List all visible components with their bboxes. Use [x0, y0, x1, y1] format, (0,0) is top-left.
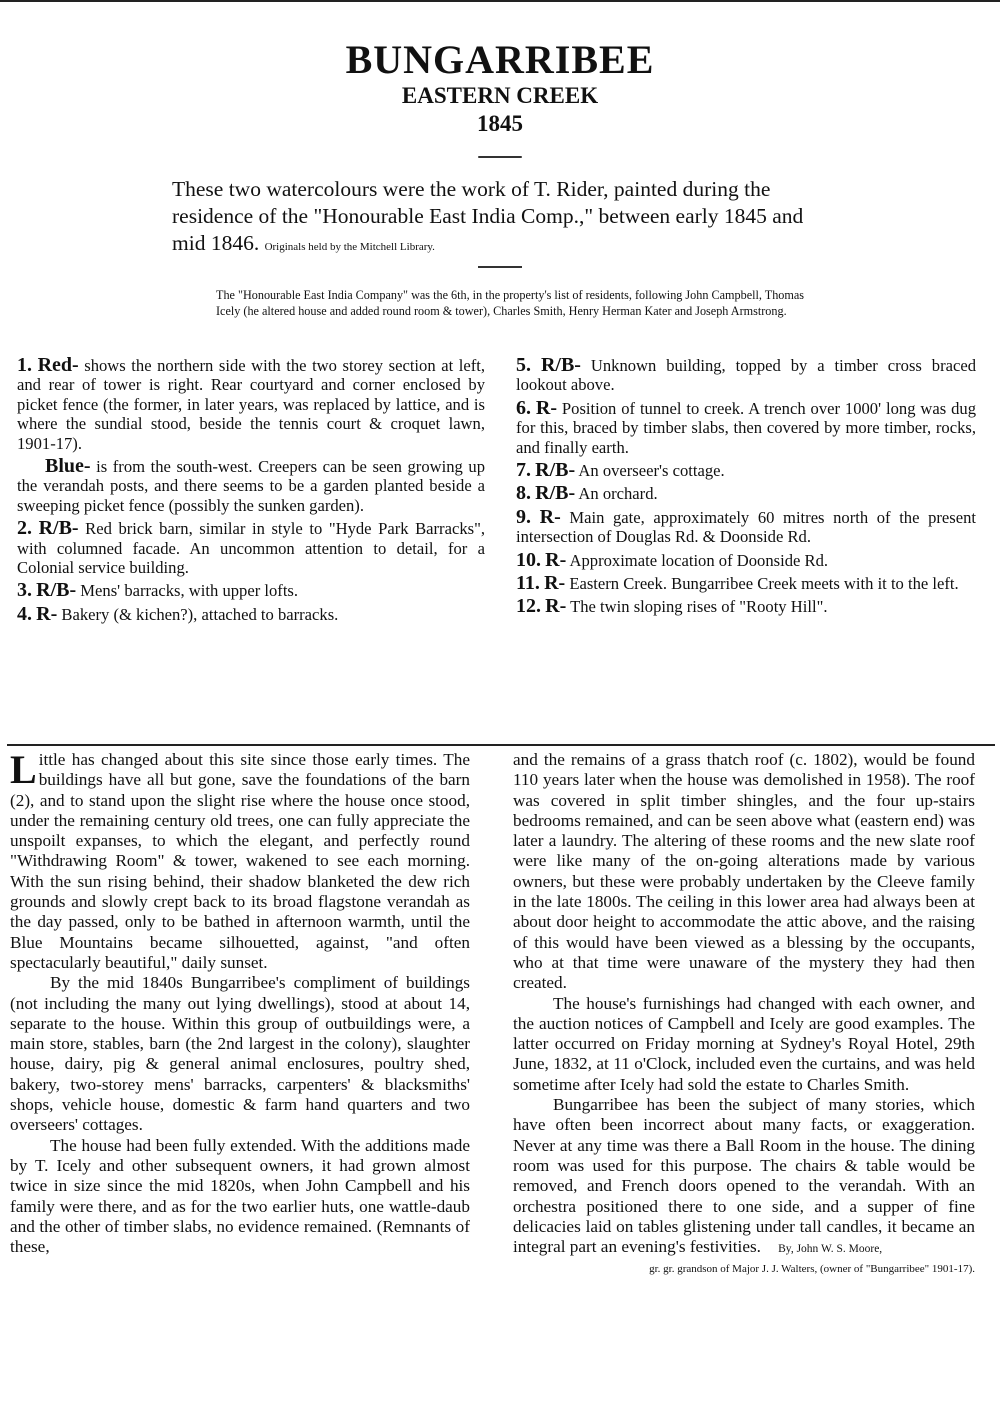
legend-item: 8. R/B- An orchard.	[516, 482, 658, 505]
intro-source-note: Originals held by the Mitchell Library.	[264, 241, 435, 253]
article-paragraph: The house had been fully extended. With the additions made by T. Icely and other subsequent owners, it had grown almost twice in size since the mid 1820s, when John Campbell and his family were there, and as for the two earlier huts, one wattle-daub and the other of timber slabs, no evidence remained. (Remnants of these,	[10, 1135, 470, 1257]
ornament-divider	[478, 156, 522, 158]
legend-item: 1. Red- shows the northern side with the two storey section at left, and rear of tower is right. Rear courtyard and corner enclosed by picket fence (the former, in later years, was replaced by lattice, and is where the sundial stood, beside the tennis court & croquet lawn, 1901-17).	[17, 354, 485, 453]
legend-item: 4. R- Bakery (& kichen?), attached to barracks.	[17, 602, 339, 625]
legend-item: 5. R/B- Unknown building, topped by a timber cross braced lookout above.	[516, 354, 977, 395]
legend-item: 11. R- Eastern Creek. Bungarribee Creek meets with it to the left.	[516, 572, 959, 595]
page-header	[0, 38, 1000, 158]
article-paragraph: By the mid 1840s Bungarribee's compliment of buildings (not including the many out lying dwellings), stood at about 14, separate to the house. Within this group of outbuildings were, a main store, stables, barn (the 2nd largest in the colony), slaughter house, dairy, pig & general animal enclosures, poultry shed, bakery, two-storey mens' barracks, carpenters' & blacksmiths' shops, vehicle house, domestic & farm hand quarters and two overseers' cottages.	[10, 973, 470, 1135]
legend-item: 7. R/B- An overseer's cottage.	[516, 459, 725, 482]
section-divider	[7, 744, 995, 746]
drop-cap: L	[10, 747, 37, 792]
legend-item: 10. R- Approximate location of Doonside Rd.	[516, 548, 829, 571]
legend-item: 3. R/B- Mens' barracks, with upper lofts.	[17, 579, 299, 602]
article-column-left	[10, 747, 470, 1257]
page-title: BUNGARRIBEE	[345, 37, 655, 82]
author-lineage: gr. gr. grandson of Major J. J. Walters, (owner of "Bungarribee" 1901-17).	[649, 1263, 975, 1276]
article-column-right	[513, 750, 975, 1280]
author-byline: By, John W. S. Moore,	[778, 1243, 883, 1256]
page-year: 1845	[477, 111, 523, 136]
article-paragraph: The house's furnishings had changed with each owner, and the auction notices of Campbell and Icely are good examples. The latter occurred on Friday morning at Sydney's Royal Hotel, 29th June, 1832, at 11 o'Clock, included even the curtains, and was held sometime after Icely had sold the estate to Charles Smith.	[513, 993, 975, 1094]
article-paragraph: Little has changed about this site since those early times. The buildings have all but gone, save the foundations of the barn (2), and to stand upon the slight rise where the house once stood, under the remaining century old trees, one can fully appreciate the unspoilt expanses, to which the elegant, and perfectly round "Withdrawing Room" & tower, wakened to see each morning. With the sun rising behind, their shadow blanketed the dew rich grounds and slowly crept back to its broad flagstone verandah as the day passed, only to be bathed in afternoon warmth, until the Blue Mountains became silhouetted, against, "and often spectacularly beautiful," daily sunset.	[10, 747, 470, 972]
residents-note: The "Honourable East India Company" was the 6th, in the property's list of residents, following John Campbell, Thomas Icely (he altered house and added round room & tower), Charles Smith, Henry Herman Kater and Joseph Armstrong.	[216, 288, 805, 318]
legend-list-left	[17, 356, 485, 628]
legend-item: 9. R- Main gate, approximately 60 mitres north of the present intersection of Douglas Rd. & Doonside Rd.	[516, 505, 976, 547]
ornament-divider-2	[478, 266, 522, 268]
legend-list-right	[516, 356, 976, 621]
legend-item: Blue- is from the south-west. Creepers can be seen growing up the verandah posts, and there seems to be a garden planted beside a sweeping picket fence (possibly the sunken garden).	[17, 455, 485, 515]
top-rule	[0, 0, 1000, 2]
intro-paragraph	[172, 176, 832, 261]
legend-item: 12. R- The twin sloping rises of "Rooty Hill".	[516, 595, 828, 618]
legend-item: 2. R/B- Red brick barn, similar in style to "Hyde Park Barracks", with columned facade. An uncommon attention to detail, for a Colonial service building.	[17, 517, 485, 578]
article-paragraph: and the remains of a grass thatch roof (c. 1802), would be found 110 years later when the house was demolished in 1958). The roof was covered in split timber shingles, and the four up-stairs bedrooms remained, and can be seen above what (eastern end) was later a laundry. The altering of these rooms and the new slate roof were like many of the on-going alterations made by various owners, but these were probably undertaken by the Cleeve family in the late 1800s. The ceiling in this lower area had always been at about door height to accommodate the attic above, and the raising of this would have been viewed as a blessing by the occupants, who at that time were unaware of the mystery they had then created.	[513, 750, 975, 993]
intro-text: These two watercolours were the work of T. Rider, painted during the residence of the "Honourable East India Comp.," between early 1845 and mid 1846.	[172, 177, 804, 255]
legend-item: 6. R- Position of tunnel to creek. A trench over 1000' long was dug for this, braced by timber slabs, then covered by more timber, rocks, and finally earth.	[516, 396, 976, 457]
article-paragraph: Bungarribee has been the subject of many stories, which have often been incorrect about many facts, or exaggeration. Never at any time was there a Ball Room in the house. The dining room was used for this purpose. The chairs & table would be removed, and French doors opened to the verandah. With an orchestra positioned there to one side, and a supper of fine delicacies laid on tables glistening under tall candles, it became an integral part an evening's festivities. By, John W. S. Moore,	[513, 1095, 975, 1257]
page-subtitle: EASTERN CREEK	[401, 83, 599, 108]
